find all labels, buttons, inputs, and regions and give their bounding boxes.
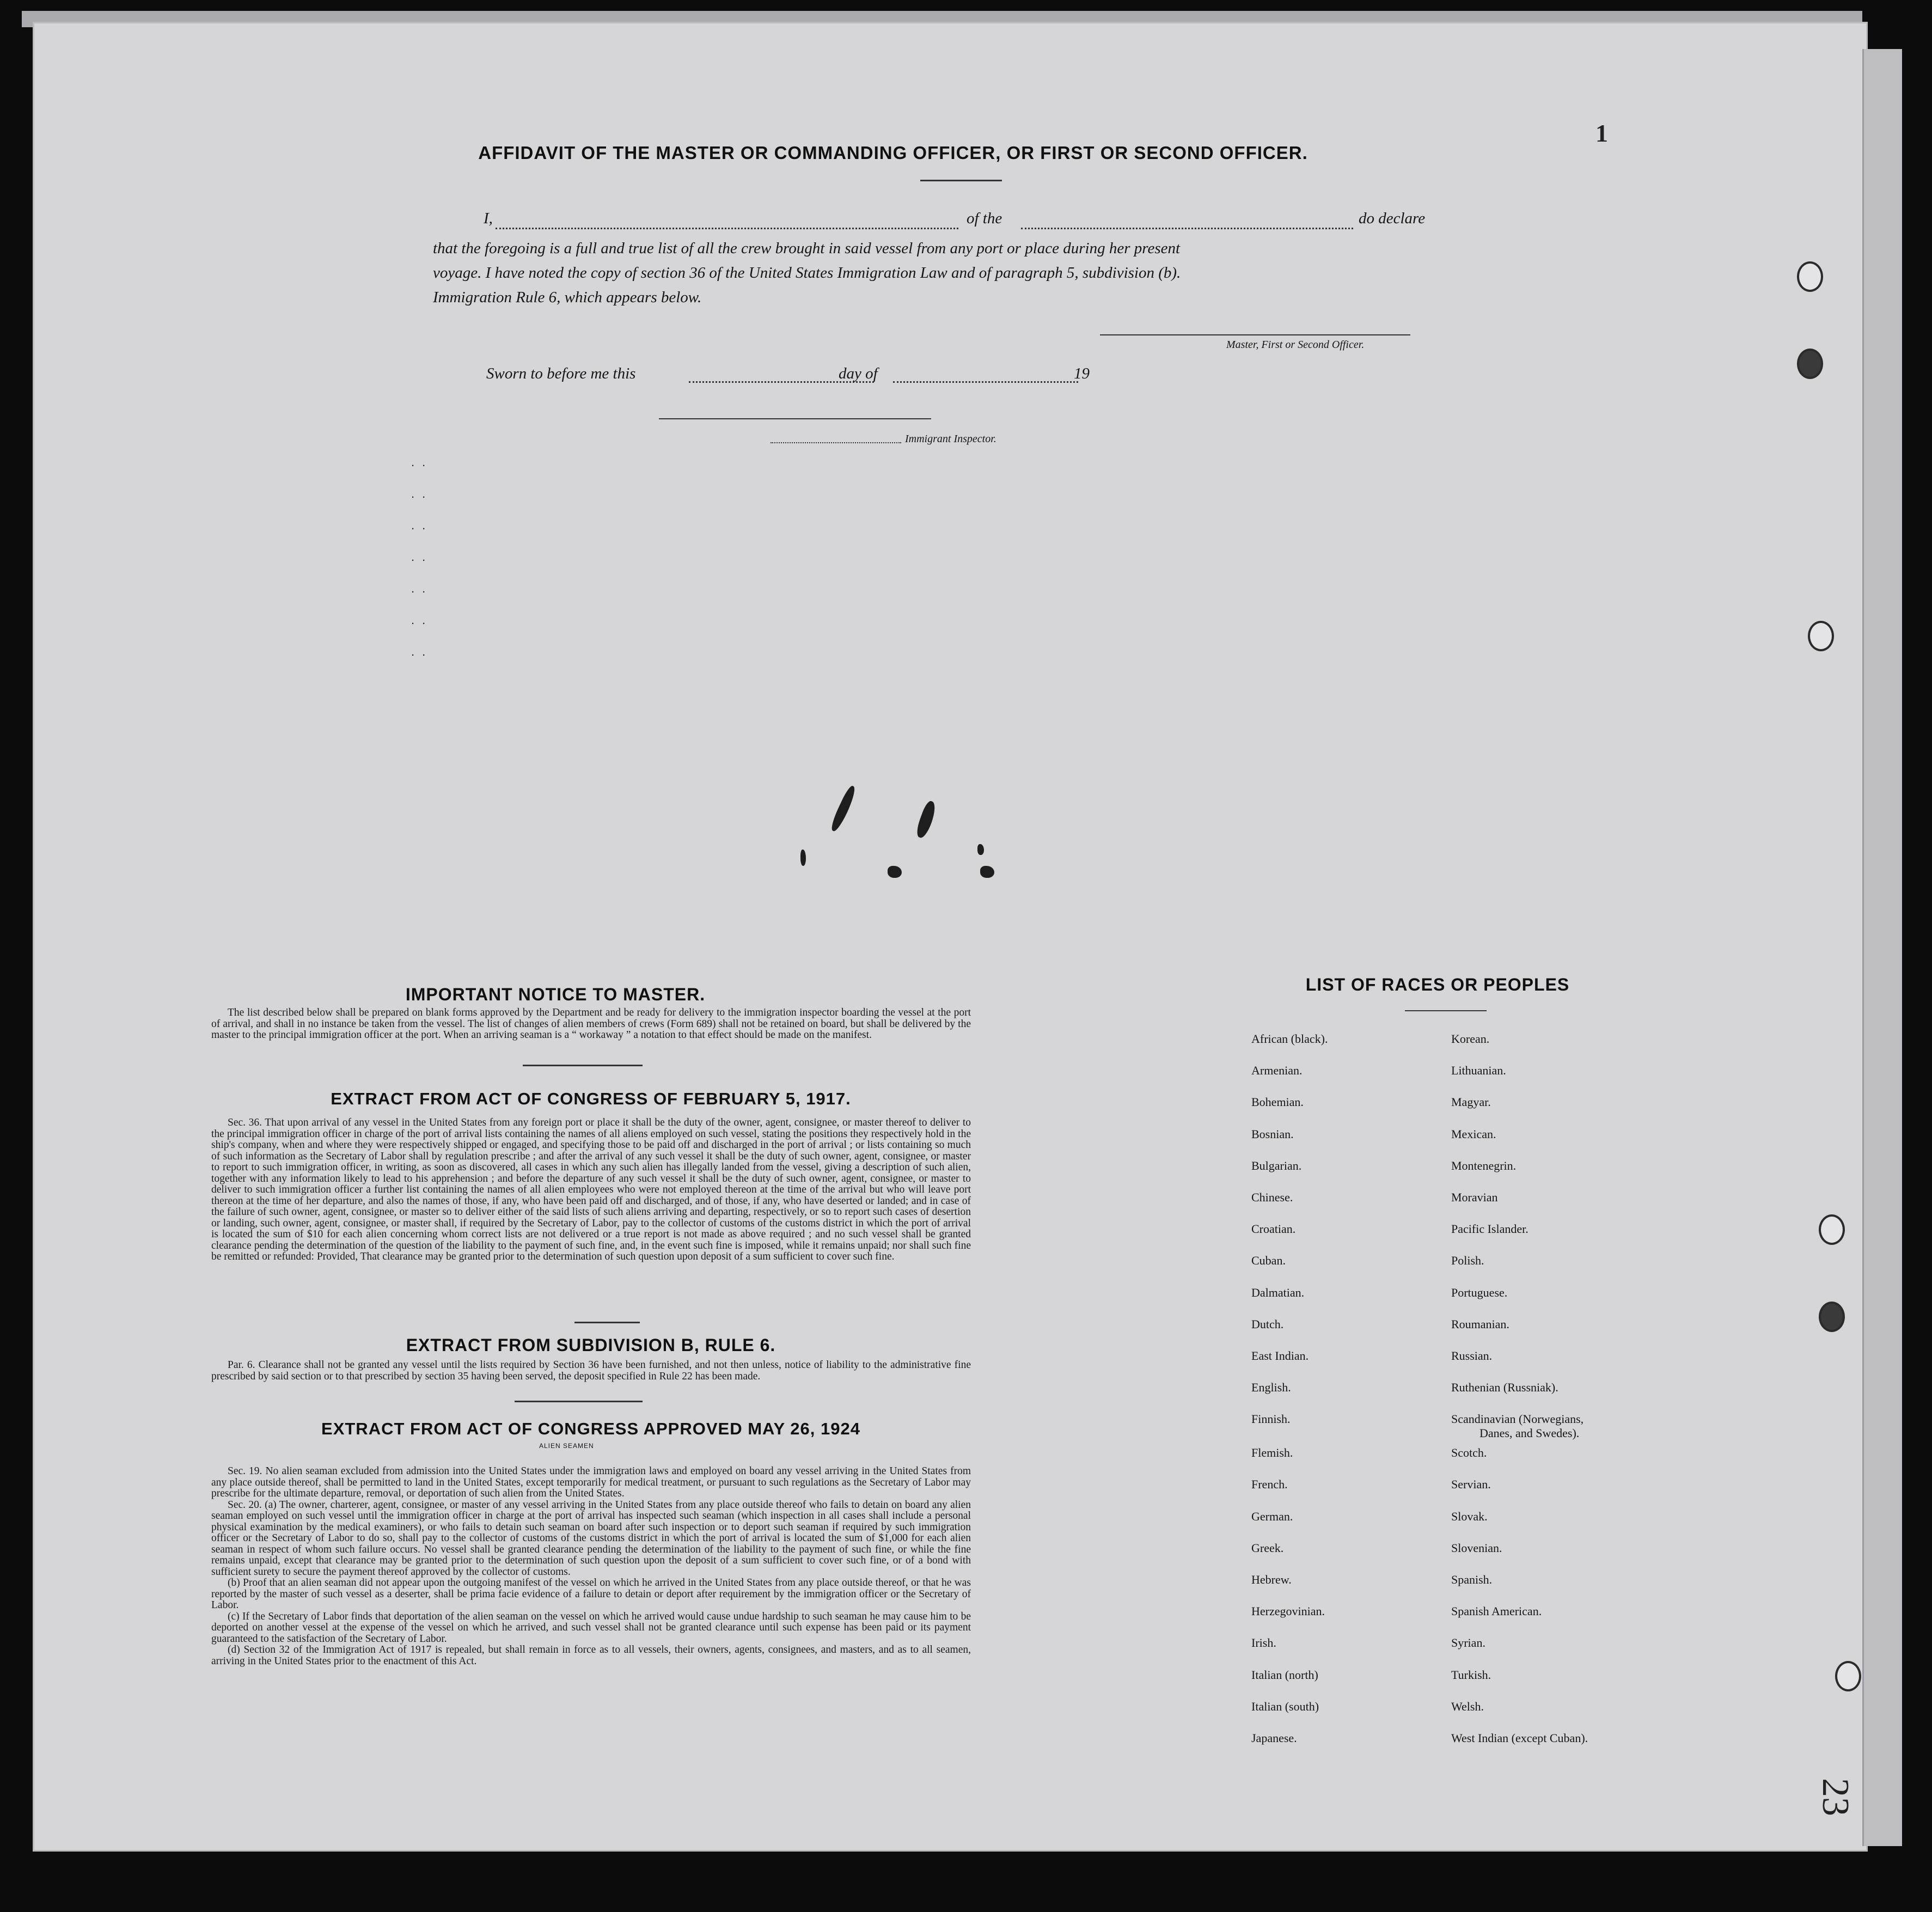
binder-hole bbox=[1797, 349, 1823, 379]
race-item: Syrian. bbox=[1451, 1636, 1485, 1650]
race-item: Spanish American. bbox=[1451, 1604, 1542, 1618]
race-item: East Indian. bbox=[1251, 1348, 1309, 1363]
divider bbox=[1405, 1010, 1487, 1011]
race-item: English. bbox=[1251, 1380, 1291, 1395]
inspector-dotted-line bbox=[771, 442, 901, 443]
extract-1917-paragraph: Sec. 36. That upon arrival of any vessel in the United States from any foreign port or place it shall be the duty of the owner, agent, consignee, or master thereof to deliver to the principal immigration officer in charge of the port of arrival lists containing the names of all aliens employed on such vessel, stating the positions they respectively hold in the ship's company, when and where they were respectively shipped or engaged, and specifying those to be paid off and discharged in the port of arrival ; or lists containing so much of such information as the Secretary of Labor shall by regulation prescribe ; and after the arrival of any such vessel it shall be the duty of such owner, agent, consignee, or master to report to such immigration officer, in writing, as soon as discovered, all cases in which any such alien has illegally landed from the vessel, giving a description of such alien, together with any information likely to lead to his apprehension ; and before the departure of any such vessel it shall be the duty of such owner, agent, consignee, or master to deliver to such immigration officer a further list containing the names of all alien employees who were not employed thereon at the time of the arrival but who will leave port thereon at the time of her departure, and also the names of those, if any, who have been paid off and discharged, and of those, if any, who have deserted or landed; and in case of the failure of such owner, agent, consignee, or master so to deliver either of the said lists of such aliens arriving and departing, respectively, or so to report such cases of desertion or landing, such owner, agent, consignee, or master shall, if required by the Secretary of Labor, pay to the collector of customs of the customs district in which the port of arrival is located the sum of $10 for each alien concerning whom correct lists are not delivered or a true report is not made as above required ; and no such vessel shall be granted clearance pending the determination of the question of the liability to the payment of such fine, and, in the event such fine is imposed, while it remains unpaid; nor shall such fine be remitted or refunded: Provided, That clearance may be granted prior to the determination of such question upon deposit of a sum sufficient to cover such fine. bbox=[211, 1117, 971, 1262]
extract-1924-paragraph: (d) Section 32 of the Immigration Act of 1917 is repealed, but shall remain in force as to all vessels, their owners, agents, consignees, and masters, and as to all seamen, arriving in the United States prior to the enactment of this Act. bbox=[211, 1644, 971, 1667]
corner-mark: 1 bbox=[1595, 119, 1608, 147]
race-item: Dalmatian. bbox=[1251, 1285, 1305, 1299]
race-item: Finnish. bbox=[1251, 1412, 1291, 1426]
race-item: Ruthenian (Russniak). bbox=[1451, 1380, 1558, 1395]
divider bbox=[523, 1065, 643, 1066]
extract-1924-title: EXTRACT FROM ACT OF CONGRESS APPROVED MAY 26, 1924 bbox=[321, 1419, 860, 1438]
race-item: African (black). bbox=[1251, 1032, 1328, 1046]
extract-1917-title: EXTRACT FROM ACT OF CONGRESS OF FEBRUARY 5, 1917. bbox=[331, 1089, 851, 1108]
race-item: Russian. bbox=[1451, 1348, 1493, 1363]
ink-smudge bbox=[977, 844, 984, 855]
divider bbox=[920, 180, 1002, 181]
races-title: LIST OF RACES OR PEOPLES bbox=[1305, 975, 1570, 994]
race-item: Croatian. bbox=[1251, 1222, 1296, 1236]
extract-1924-paragraph: Sec. 19. No alien seaman excluded from admission into the United States under the immigration laws and employed on board any vessel arriving in the United States from any place outside thereof, shall be permitted to land in the United States, except temporarily for medical treatment, or pursuant to such regulations as the Secretary of Labor may prescribe for the ultimate departure, removal, or deportation of such alien from the United States. bbox=[211, 1465, 971, 1499]
race-item: Lithuanian. bbox=[1451, 1064, 1506, 1078]
binder-hole bbox=[1819, 1302, 1845, 1332]
races-list-left bbox=[1251, 1032, 1328, 1763]
race-item: Korean. bbox=[1451, 1032, 1490, 1046]
race-item: Mexican. bbox=[1451, 1127, 1496, 1141]
race-item: Irish. bbox=[1251, 1636, 1276, 1650]
extract-1917-text bbox=[211, 1117, 971, 1263]
sworn-year: 19 bbox=[1074, 365, 1090, 382]
affidavit-of-the: of the bbox=[967, 210, 1002, 227]
race-item: Portuguese. bbox=[1451, 1285, 1508, 1299]
extract-1924-paragraph: (c) If the Secretary of Labor finds that deportation of the alien seaman on the vessel on which he arrived would cause undue hardship to such seaman he may cause him to be deported on another vessel at the expense of the vessel on which he arrived, and such vessel shall not be granted clearance until such expense has been paid or its payment guaranteed to the satisfaction of the Secretary of Labor. bbox=[211, 1610, 971, 1645]
binder-hole bbox=[1797, 261, 1823, 292]
affidavit-line-2: that the foregoing is a full and true list of all the crew brought in said vessel from any port or place during her present bbox=[433, 240, 1181, 257]
race-item: Cuban. bbox=[1251, 1254, 1286, 1268]
race-item: Bulgarian. bbox=[1251, 1158, 1302, 1172]
page-number: 23 bbox=[1814, 1778, 1856, 1816]
race-item: Italian (south) bbox=[1251, 1699, 1319, 1713]
master-signature-line[interactable] bbox=[1100, 334, 1410, 335]
extract-rule6-title: EXTRACT FROM SUBDIVISION B, RULE 6. bbox=[406, 1335, 776, 1355]
race-item: Italian (north) bbox=[1251, 1667, 1318, 1682]
notice-paragraph: The list described below shall be prepared on blank forms approved by the Department and be ready for delivery to the immigration inspector boarding the vessel at the port of arrival, and shall in no instance be taken from the vessel. The list of changes of alien members of crews (Form 689) shall not be retained on board, but shall be delivered by the master to the principal immigration officer at the port. When an arriving seaman is a “ workaway ” a notation to that effect should be made on the manifest. bbox=[211, 1007, 971, 1041]
race-item: Bohemian. bbox=[1251, 1095, 1304, 1109]
race-item: Scotch. bbox=[1451, 1446, 1487, 1460]
race-item: German. bbox=[1251, 1509, 1293, 1523]
affidavit-do-declare: do declare bbox=[1359, 210, 1426, 227]
dot-column: .. .. .. .. .. .. .. bbox=[411, 455, 433, 658]
affidavit-line-3: voyage. I have noted the copy of section 36 of the United States Immigration Law and of paragraph 5, subdivision (b). bbox=[433, 264, 1181, 282]
race-item: Welsh. bbox=[1451, 1699, 1484, 1713]
notice-text bbox=[211, 1007, 971, 1041]
race-item: French. bbox=[1251, 1477, 1288, 1492]
master-label: Master, First or Second Officer. bbox=[1226, 339, 1365, 351]
extract-1924-paragraph: (b) Proof that an alien seaman did not appear upon the outgoing manifest of the vessel on which he arrived in the United States from any place outside thereof, or that he was reported by the master of such vessel as a deserter, shall be prima facie evidence of a failure to detain or deport after requirement by the immigration officer or the Secretary of Labor. bbox=[211, 1577, 971, 1611]
extract-1924-text bbox=[211, 1466, 971, 1667]
paper-edge-right bbox=[1862, 49, 1902, 1846]
race-item: Servian. bbox=[1451, 1477, 1491, 1492]
race-item: Slovenian. bbox=[1451, 1541, 1502, 1555]
race-item: Spanish. bbox=[1451, 1573, 1493, 1586]
race-item: Pacific Islander. bbox=[1451, 1222, 1529, 1236]
race-item: Armenian. bbox=[1251, 1064, 1303, 1078]
ink-smudge bbox=[888, 866, 902, 878]
affidavit-title: AFFIDAVIT OF THE MASTER OR COMMANDING OFFICER, OR FIRST OR SECOND OFFICER. bbox=[478, 143, 1308, 163]
divider bbox=[515, 1401, 643, 1402]
affidavit-line-4: Immigration Rule 6, which appears below. bbox=[433, 289, 702, 306]
name-blank[interactable] bbox=[496, 228, 958, 229]
race-item: West Indian (except Cuban). bbox=[1451, 1731, 1588, 1745]
race-item: Hebrew. bbox=[1251, 1573, 1292, 1586]
binder-hole bbox=[1808, 621, 1834, 651]
race-item: Dutch. bbox=[1251, 1317, 1284, 1331]
race-item: Magyar. bbox=[1451, 1095, 1491, 1109]
race-item: Japanese. bbox=[1251, 1731, 1297, 1745]
race-item: Chinese. bbox=[1251, 1190, 1293, 1204]
sworn-day-of: day of bbox=[839, 365, 878, 382]
sworn-month-blank[interactable] bbox=[893, 381, 1078, 383]
notice-title: IMPORTANT NOTICE TO MASTER. bbox=[405, 985, 706, 1004]
sworn-label: Sworn to before me this bbox=[486, 365, 636, 382]
inspector-label: Immigrant Inspector. bbox=[905, 433, 996, 445]
race-item: Flemish. bbox=[1251, 1446, 1293, 1460]
race-item: Polish. bbox=[1451, 1254, 1484, 1268]
races-list-right bbox=[1451, 1032, 1588, 1763]
extract-rule6-paragraph: Par. 6. Clearance shall not be granted any vessel until the lists required by Section 36 have been furnished, and not then unless, notice of liability to the administrative fine prescribed by said section or to that prescribed by section 35 having been served, the deposit specified in Rule 22 has been made. bbox=[211, 1359, 971, 1382]
extract-1924-paragraph: Sec. 20. (a) The owner, charterer, agent, consignee, or master of any vessel arriving in the United States from any place outside thereof who fails to detain on board any alien seaman employed on such vessel until the immigration officer in charge at the port of arrival has inspected such seaman (which inspection in all cases shall include a personal physical examination by the medical examiners), or who fails to detain such seaman on board after such inspection or to deport such seaman if required by such immigration officer or the Secretary of Labor to do so, shall pay to the collector of customs of the customs district in which the port of arrival is located the sum of $1,000 for each alien seaman in respect of whom such failure occurs. No vessel shall be granted clearance pending the determination of the liability to the payment of such fine, or while the fine remains unpaid, except that clearance may be granted prior to the determination of such question upon the deposit of a sum sufficient to cover such fine, or of a bond with sufficient surety to secure the payment thereof approved by the collector of customs. bbox=[211, 1499, 971, 1578]
extract-rule6-text bbox=[211, 1360, 971, 1382]
binder-hole bbox=[1819, 1214, 1845, 1245]
vessel-blank[interactable] bbox=[1021, 228, 1353, 229]
race-item: Bosnian. bbox=[1251, 1127, 1294, 1141]
divider bbox=[574, 1322, 640, 1323]
race-item: Moravian bbox=[1451, 1190, 1498, 1204]
affidavit-i-label: I, bbox=[484, 210, 493, 227]
race-item: Montenegrin. bbox=[1451, 1158, 1517, 1172]
race-item: Slovak. bbox=[1451, 1509, 1488, 1523]
race-item: Roumanian. bbox=[1451, 1317, 1509, 1331]
alien-seamen-subtitle: ALIEN SEAMEN bbox=[539, 1442, 594, 1450]
race-item bbox=[1451, 1412, 1588, 1446]
ink-smudge bbox=[980, 866, 994, 878]
race-item: Herzegovinian. bbox=[1251, 1604, 1325, 1618]
race-item-line: Scandinavian (Norwegians, bbox=[1451, 1412, 1584, 1426]
race-item-line: Danes, and Swedes). bbox=[1479, 1426, 1580, 1440]
race-item: Turkish. bbox=[1451, 1667, 1491, 1682]
binder-hole bbox=[1835, 1661, 1861, 1691]
race-item: Greek. bbox=[1251, 1541, 1284, 1555]
ink-smudge bbox=[800, 850, 806, 866]
inspector-signature-line[interactable] bbox=[659, 418, 931, 419]
